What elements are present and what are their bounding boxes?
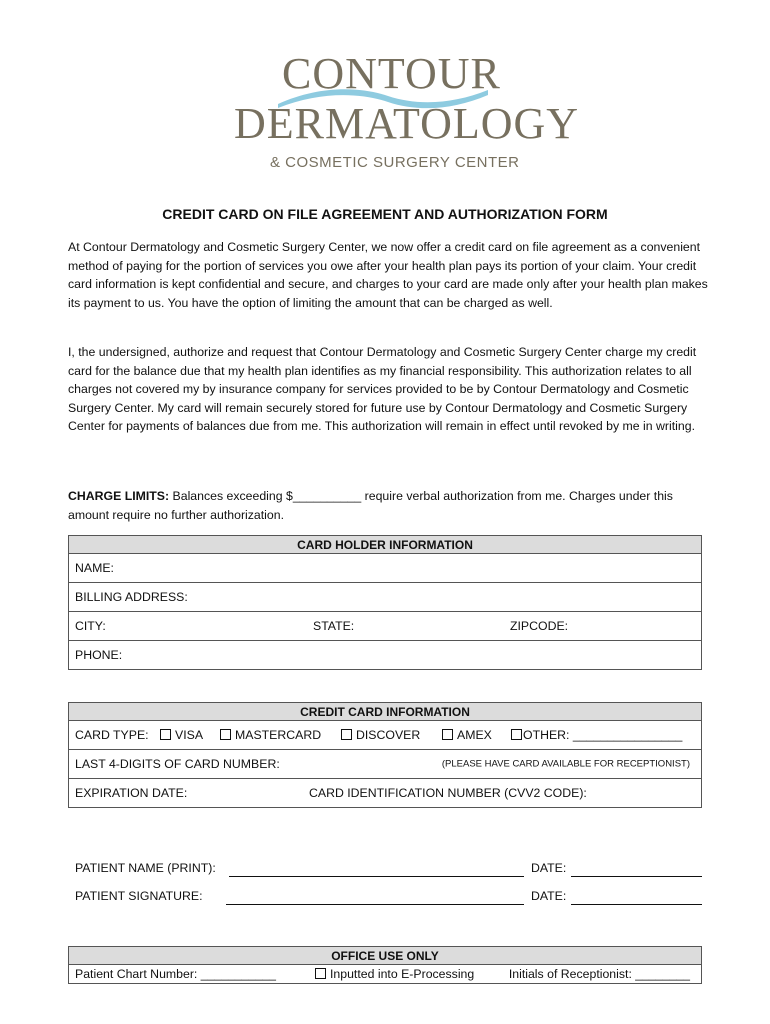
patient-name-label: PATIENT NAME (PRINT): xyxy=(75,861,216,875)
last4-row[interactable] xyxy=(69,750,702,779)
logo-line-1: CONTOUR xyxy=(282,49,501,98)
patient-name-line[interactable] xyxy=(229,876,524,877)
credit-card-table xyxy=(68,702,702,808)
contour-logo xyxy=(230,49,580,174)
mastercard-label: MASTERCARD xyxy=(235,728,322,742)
billing-address-label: BILLING ADDRESS: xyxy=(75,590,188,604)
logo-line-3: & COSMETIC SURGERY CENTER xyxy=(270,154,520,171)
receptionist-initials-field[interactable]: Initials of Receptionist: ________ xyxy=(508,967,690,981)
state-label: STATE: xyxy=(313,619,355,633)
form-title: CREDIT CARD ON FILE AGREEMENT AND AUTHORIZATION FORM xyxy=(162,206,608,222)
visa-label: VISA xyxy=(175,728,204,742)
credit-card-header: CREDIT CARD INFORMATION xyxy=(69,703,702,721)
date-label-2: DATE: xyxy=(531,889,567,903)
cvv-label: CARD IDENTIFICATION NUMBER (CVV2 CODE): xyxy=(309,786,587,800)
city-state-zip-row[interactable] xyxy=(69,612,702,641)
checkbox-icon xyxy=(160,729,171,740)
patient-signature-line[interactable] xyxy=(226,904,524,905)
checkbox-icon xyxy=(511,729,522,740)
expiration-cvv-row[interactable] xyxy=(69,779,702,808)
expiration-label: EXPIRATION DATE: xyxy=(75,786,188,800)
inputted-checkbox[interactable] xyxy=(315,967,474,981)
inputted-label: Inputted into E-Processing xyxy=(330,967,475,981)
authorization-paragraph: I, the undersigned, authorize and request that Contour Dermatology and Cosmetic Surgery Center charge my credit card for the balance due that my health plan identifies as my financial responsibility. This authorization relates to all charges not covered my by insurance company for services provided to be by Contour Dermatology and Cosmetic Surgery Center. My card will remain securely stored for future use by Contour Dermatology and Cosmetic Surgery Center for payments of balances due from me. This authorization will remain in effect until revoked by me in writing. xyxy=(68,345,697,434)
visa-checkbox[interactable] xyxy=(160,728,203,742)
amex-checkbox[interactable] xyxy=(442,728,492,742)
charge-limits-text[interactable]: Balances exceeding $__________ require verbal authorization from me. Charges under this amount require no further authorization. xyxy=(68,489,673,522)
amex-label: AMEX xyxy=(457,728,492,742)
checkbox-icon xyxy=(442,729,453,740)
logo-line-2: DERMATOLOGY xyxy=(234,99,580,148)
card-type-label: CARD TYPE: xyxy=(75,728,149,742)
date-line-2[interactable] xyxy=(571,904,702,905)
checkbox-icon xyxy=(315,968,326,979)
name-field[interactable] xyxy=(69,554,702,583)
date-label-1: DATE: xyxy=(531,861,567,875)
card-holder-table xyxy=(68,535,702,670)
checkbox-icon xyxy=(341,729,352,740)
discover-label: DISCOVER xyxy=(356,728,421,742)
office-use-row xyxy=(69,965,702,984)
chart-number-field[interactable]: Patient Chart Number: ___________ xyxy=(75,967,276,981)
zipcode-label: ZIPCODE: xyxy=(510,619,569,633)
card-type-row xyxy=(69,721,702,750)
office-use-header: OFFICE USE ONLY xyxy=(69,947,702,965)
checkbox-icon xyxy=(220,729,231,740)
phone-field[interactable] xyxy=(69,641,702,670)
charge-limits-label: CHARGE LIMITS: xyxy=(68,489,170,503)
office-use-table xyxy=(68,946,702,984)
mastercard-checkbox[interactable] xyxy=(220,728,321,742)
other-label: OTHER: ________________ xyxy=(523,728,683,742)
other-checkbox[interactable] xyxy=(511,728,682,742)
discover-checkbox[interactable] xyxy=(341,728,420,742)
last4-label: LAST 4-DIGITS OF CARD NUMBER: xyxy=(75,757,280,771)
date-line-1[interactable] xyxy=(571,876,702,877)
charge-limits xyxy=(68,487,708,524)
intro-paragraph: At Contour Dermatology and Cosmetic Surgery Center, we now offer a credit card on file agreement as a convenient method of paying for the portion of services you owe after your health plan pays its portion of your claim. Your credit card information is kept confidential and secure, and charges to your card are made only after your health plan makes its payment to us. You have the option of limiting the amount that can be charged as well. xyxy=(68,240,708,310)
card-note: (PLEASE HAVE CARD AVAILABLE FOR RECEPTIONIST) xyxy=(441,758,690,770)
card-holder-header: CARD HOLDER INFORMATION xyxy=(69,536,702,554)
city-label: CITY: xyxy=(75,619,106,633)
name-label: NAME: xyxy=(75,561,114,575)
patient-signature-label: PATIENT SIGNATURE: xyxy=(75,889,203,903)
phone-label: PHONE: xyxy=(75,648,123,662)
billing-address-field[interactable] xyxy=(69,583,702,612)
